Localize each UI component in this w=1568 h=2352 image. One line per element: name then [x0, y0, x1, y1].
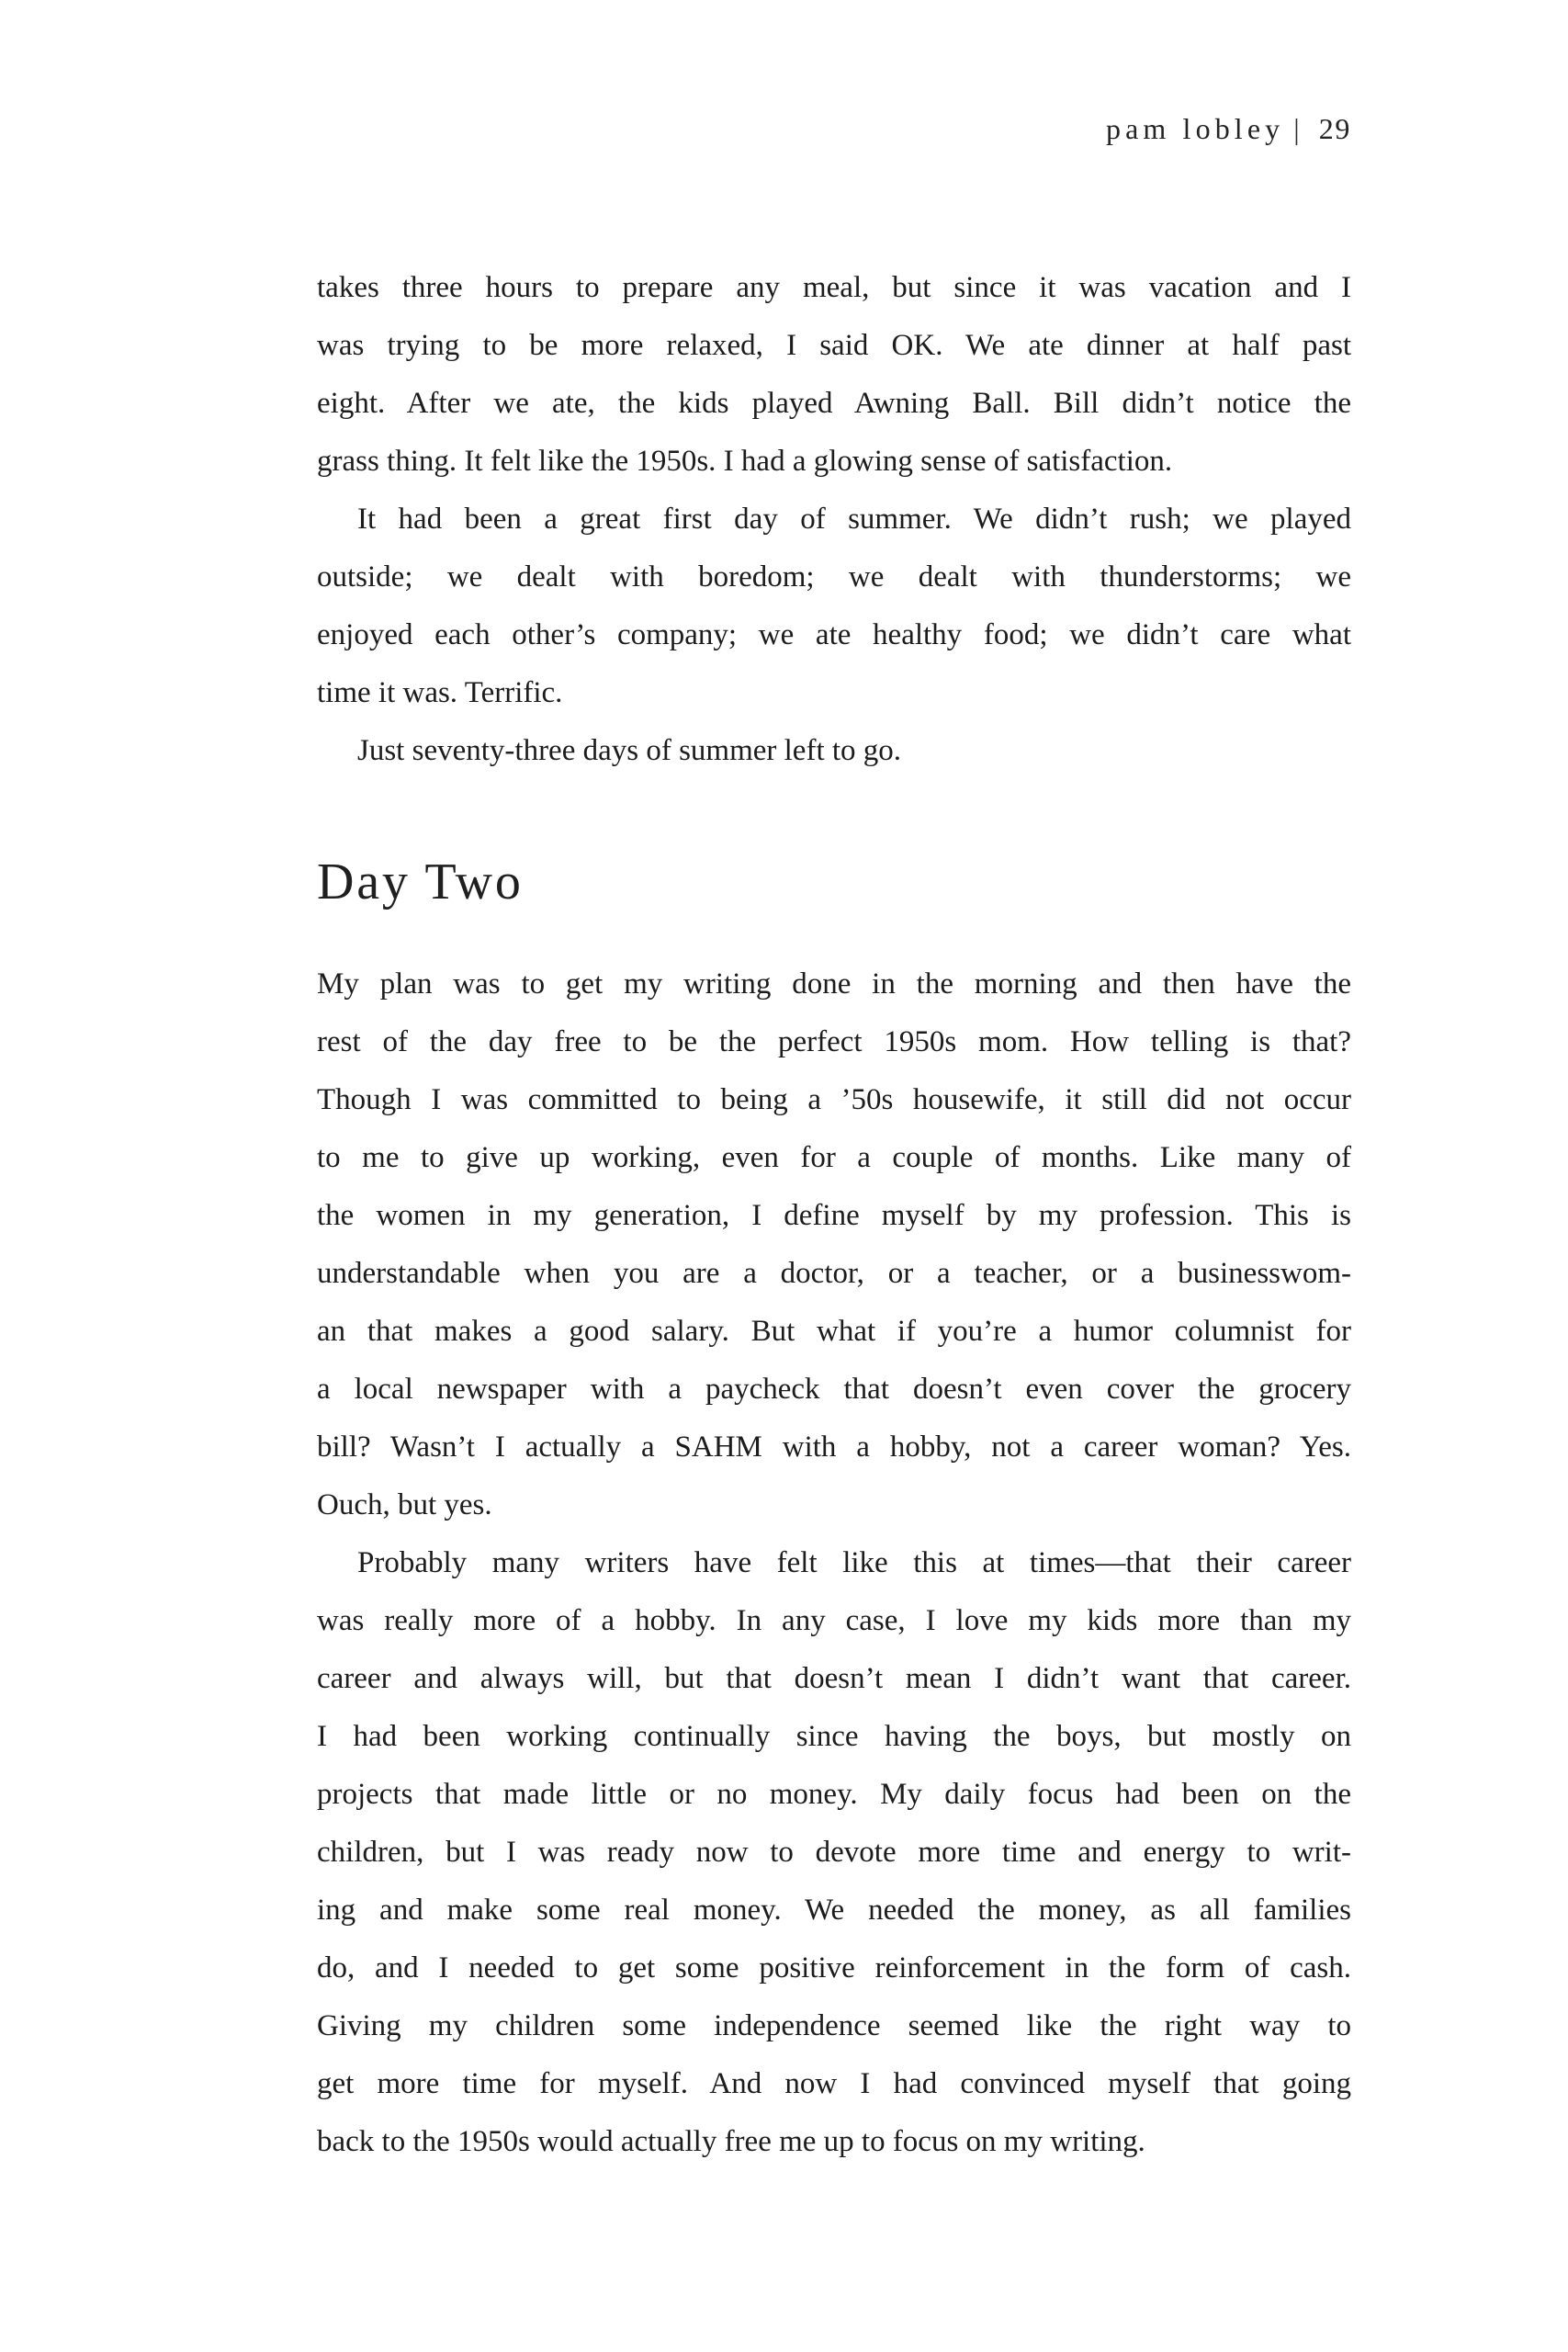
- text-line: the women in my generation, I define myself by my profession. This is: [317, 1199, 1351, 1232]
- paragraph: [317, 722, 1351, 780]
- text-line: Just seventy-three days of summer left to go.: [357, 734, 902, 767]
- text-line: understandable when you are a doctor, or a teacher, or a businesswom-: [317, 1257, 1351, 1290]
- paragraph: [317, 491, 1351, 722]
- section-heading: Day Two: [317, 854, 524, 910]
- text-line: takes three hours to prepare any meal, but since it was vacation and I: [317, 271, 1351, 304]
- text-line: was trying to be more relaxed, I said OK. We ate dinner at half past: [317, 329, 1351, 362]
- text-line: rest of the day free to be the perfect 1950s mom. How telling is that?: [317, 1025, 1351, 1058]
- text-line: back to the 1950s would actually free me up to focus on my writing.: [317, 2125, 1145, 2158]
- text-line: Giving my children some independence seemed like the right way to: [317, 2009, 1351, 2042]
- text-line: Probably many writers have felt like this at times—that their career: [357, 1546, 1351, 1579]
- text-line: bill? Wasn’t I actually a SAHM with a hobby, not a career woman? Yes.: [317, 1430, 1351, 1464]
- text-line: enjoyed each other’s company; we ate healthy food; we didn’t care what: [317, 618, 1351, 651]
- text-line: Though I was committed to being a ’50s housewife, it still did not occur: [317, 1083, 1351, 1116]
- paragraph: [317, 259, 1351, 491]
- text-column: [317, 259, 1351, 2171]
- text-line: eight. After we ate, the kids played Awning Ball. Bill didn’t notice the: [317, 387, 1351, 420]
- author-name: pam lobley: [1105, 112, 1285, 145]
- text-line: get more time for myself. And now I had convinced myself that going: [317, 2067, 1351, 2100]
- paragraph: [317, 956, 1351, 1534]
- text-line: children, but I was ready now to devote more time and energy to writ-: [317, 1836, 1351, 1869]
- header-divider: |: [1293, 112, 1304, 145]
- text-line: a local newspaper with a paycheck that doesn’t even cover the grocery: [317, 1373, 1351, 1406]
- text-line: grass thing. It felt like the 1950s. I had a glowing sense of satisfaction.: [317, 445, 1173, 478]
- text-line: ing and make some real money. We needed the money, as all families: [317, 1894, 1351, 1927]
- text-line: My plan was to get my writing done in the morning and then have the: [317, 967, 1351, 1001]
- text-line: do, and I needed to get some positive reinforcement in the form of cash.: [317, 1951, 1351, 1984]
- text-line: I had been working continually since having the boys, but mostly on: [317, 1720, 1351, 1753]
- text-line: outside; we dealt with boredom; we dealt with thunderstorms; we: [317, 560, 1351, 594]
- text-line: to me to give up working, even for a couple of months. Like many of: [317, 1141, 1351, 1174]
- text-line: career and always will, but that doesn’t mean I didn’t want that career.: [317, 1662, 1351, 1695]
- text-line: an that makes a good salary. But what if you’re a humor columnist for: [317, 1315, 1351, 1348]
- text-line: projects that made little or no money. My daily focus had been on the: [317, 1778, 1351, 1811]
- text-line: was really more of a hobby. In any case, I love my kids more than my: [317, 1604, 1351, 1637]
- page-number: 29: [1318, 112, 1351, 145]
- text-line: It had been a great first day of summer. We didn’t rush; we played: [357, 503, 1351, 536]
- running-header: [317, 112, 1351, 146]
- text-line: Ouch, but yes.: [317, 1488, 492, 1521]
- paragraph: [317, 1534, 1351, 2171]
- text-line: time it was. Terrific.: [317, 676, 563, 709]
